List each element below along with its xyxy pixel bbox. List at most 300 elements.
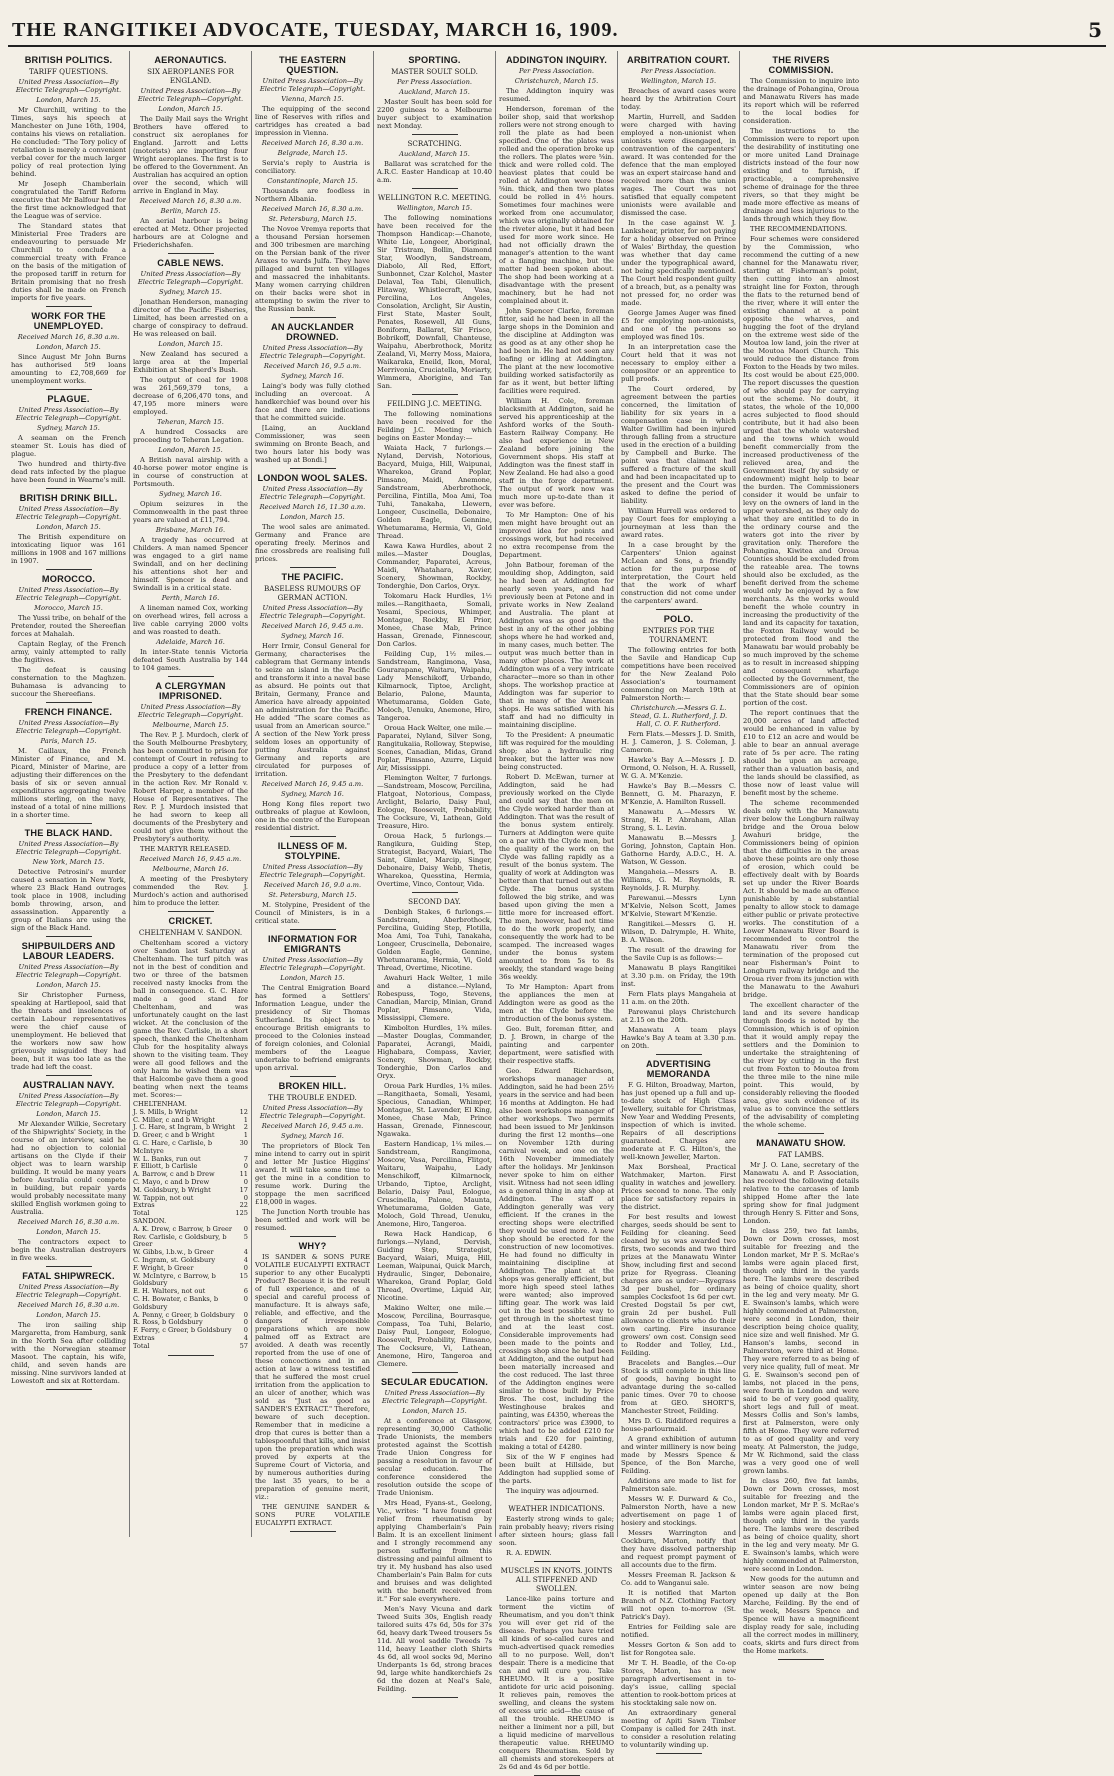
article-paragraph: Hawke's Bay A.—Messrs J. D. Ormond, O. Nelson, H. A. Russell, W. G. A. M'Kenzie. [621, 756, 736, 780]
article-paragraph: John Batbour, foreman of the moulding shop, Addington, said he had been at Addington for nearly seven years, and had previously been at Petone and in private works in New Zealand and Australia. The plant at Addington was as good as the best in any of the other jobbing shops where he had worked and, in many cases, much better. The output was much better than in many other places. The work at Addington was of a very intricate character—more so than in other shops. The workshop practice at Addington was far superior to that in many of the American shops. He was satisfied with his staff and had no difficulty in maintaining discipline. [499, 561, 614, 729]
article-divider [290, 836, 336, 837]
article-paragraph: Fern Flats.—Messrs J. D. Smith, H. J. Cameron, J. S. Coleman, J. Cameron. [621, 730, 736, 754]
article-paragraph: Christchurch.—Messrs G. L. Stead, G. L. Rutherford, J. D. Hall, C. O. F. Rutherford. [629, 704, 728, 728]
score-name: M. Goldsbury, b Wright [133, 1185, 211, 1194]
article-paragraph: Received March 16, 8.30 a.m. [17, 1301, 120, 1309]
article-paragraph: Paris, March 15. [40, 737, 97, 745]
article-paragraph: Kawa Kawa Hurdles, about 2 miles.—Master Douglas, Commander, Paparatei, Acreus, Maidi, Whatahara, Xavier, Scenery, Showman, Rockby, Tonderghie, Don Carlos, Oryx. [377, 542, 492, 590]
article-paragraph: London, March 15. [36, 343, 101, 351]
article-paragraph: United Press Association—By Electric Telegraph—Copyright. [15, 586, 122, 602]
article-paragraph: Wellington, March 15. [640, 77, 717, 85]
article-paragraph: The equipping of the second line of Reserves with rifles and cartridges has created a bad impression in Vienna. [255, 105, 370, 137]
article-paragraph: To Mr Hampton: One of his men might have brought out an improved idea for points and crossings work, but had received no extra recompense from the Department. [499, 511, 614, 559]
article [255, 572, 370, 837]
score-name: F. Wright, b Greer [133, 1263, 194, 1272]
article-divider [778, 1659, 824, 1660]
article-paragraph: Hawke's Bay B.—Messrs C. Bennett, G. M. Pharazyn, F. M'Kenzie, A. Hamilton Russell. [621, 782, 736, 806]
article-divider [412, 1372, 458, 1373]
article-paragraph: Six of the W F engines had been built at Hillside, but Addington had supplied some of the parts. [499, 1453, 614, 1485]
article [11, 493, 126, 570]
article-paragraph: Manawatu B.—Messrs J. Goring, Johnston, Captain Hon. Gathorne Hardy, A.D.C., H. A. Watson, W. Gesson. [621, 834, 736, 866]
article-paragraph: The Commission to inquire into the drainage of Pohangina, Oroua and Manawatu Rivers has made its report which will be referred to the local bodies for consideration. [743, 77, 859, 125]
article-paragraph: United Press Association—By Electric Telegraph—Copyright. [15, 78, 122, 94]
article-paragraph: Perth, March 16. [161, 594, 220, 602]
article-paragraph: Belgrade, March 15. [277, 149, 348, 157]
article-paragraph: To Mr Hampton: Apart from the appliances the men at Addington were as good as the men at the Clyde before the introduction of the bonus system. [499, 983, 614, 1023]
article-divider [534, 1499, 580, 1500]
article-paragraph: The Junction North trouble has been settled and work will be resumed. [255, 1208, 370, 1232]
article-paragraph: Per Press Association. [519, 67, 594, 75]
article-divider [46, 823, 92, 824]
article-headline: BRITISH POLITICS. [24, 55, 113, 65]
article-paragraph: United Press Association—By Electric Telegraph—Copyright. [259, 956, 366, 972]
article [499, 55, 614, 1500]
article-paragraph: Detective Petrosini's murder caused a sensation in New York, where 23 Black Hand outrages took place in 1908, including bomb throwing, arson, and assassination. Apparently a group of Italians are using the sign of the Black Hand. [11, 868, 126, 932]
article-headline: CRICKET. [168, 916, 213, 926]
article-paragraph: United Press Association—By Electric Telegraph—Copyright. [137, 703, 244, 719]
article-headline: ARBITRATION COURT. [627, 55, 730, 65]
article-headline: A CLERGYMAN IMPRISONED. [155, 681, 226, 701]
column-4 [374, 51, 496, 1693]
article-paragraph: The Daily Mail says the Wright Brothers have offered to construct six aeroplanes for England. Jarrott and Letts (motorists) are importing four Wright aeroplanes. The first is to be offered to the Government. An Australian has acquired an option over the second, which will arrive in England in May. [133, 115, 248, 195]
article-paragraph: Servia's reply to Austria is conciliatory. [255, 159, 370, 175]
article-paragraph: Received March 16, 9.45 a.m. [261, 622, 364, 630]
article-paragraph: [Laing, an Auckland Commissioner, was seen swimming on Bronte Beach, and two hours later his body was washed up at Bondi.] [255, 424, 370, 464]
article-paragraph: Received March 16, 8.30 a.m. [17, 333, 120, 341]
article-paragraph: United Press Association—By Electric Telegraph—Copyright. [259, 344, 366, 360]
article-headline: AERONAUTICS. [154, 55, 227, 65]
article-paragraph: Received March 16, 9.5 a.m. [263, 362, 362, 370]
article-paragraph: London, March 15. [280, 513, 345, 521]
article-headline: THE RIVERS COMMISSION. [768, 55, 834, 75]
article-subheading: CHELTENHAM V. SANDON. [138, 928, 243, 937]
article-paragraph: Kimbolton Hurdles, 1¾ miles.—Master Douglas, Commander, Paparatei, Acrangi, Maidi, Highabara, Compass, Xavier, Scenery, Showman, Rockby, Tonderghie, Don Carlos and Oryx. [377, 1024, 492, 1080]
column-7 [740, 51, 862, 1655]
article-paragraph: The output of coal for 1908 was 261,569,379 tons, a decrease of 6,206,470 tons, and 47,195 more miners were employed. [133, 376, 248, 416]
article-paragraph: United Press Association—By Electric Telegraph—Copyright. [15, 719, 122, 735]
score-row [133, 1202, 248, 1210]
article-paragraph: New goods for the autumn and winter season are now being opened up daily at the Bon Marche, Feilding. By the end of the week, Messrs Spence and Spence will have a magnificent display ready for sale, including all the correct modes in millinery, coats, skirts and furs direct from the Home markets. [743, 1575, 859, 1655]
article-paragraph: Adelaide, March 16. [156, 638, 225, 646]
score-row [133, 1140, 248, 1156]
article-headline: CABLE NEWS. [157, 258, 224, 268]
article-paragraph: An extraordinary general meeting of Apiti Sawn Timber Company is called for 24th inst. to consider a resolution relating to voluntarily winding up. [621, 1709, 736, 1749]
score-row [133, 1343, 248, 1351]
article-headline: MANAWATU SHOW. [756, 1138, 846, 1148]
article-paragraph: Easterly strong winds to gale; rain probably heavy; rivers rising after sixteen hours; glass fall soon. [499, 1515, 614, 1547]
article-paragraph: London, March 15. [158, 446, 223, 454]
article-paragraph: Vienna, March 15. [281, 95, 344, 103]
article-headline: POLO. [663, 614, 694, 624]
article-paragraph: A tragedy has occurred at Childers. A man named Spencer was engaged to a girl name Swindall, and on her declining his attentions shot her and himself. Spencer is dead and Swindall is in a critical state. [133, 536, 248, 592]
article-paragraph: Manawatu A team plays Hawke's Bay A team at 3.30 p.m. on 20th. [621, 1026, 736, 1050]
article-paragraph: Robert D. McEwan, turner at Addington, said he had previously worked on the Clyde and could say that the men on the Clyde worked harder than at Addington. That was the result of the bonus system entirely. Turners at Addington were quite on a par with the Clyde men, but the quality of the work on the Clyde was falling rapidly as a result of the bonus system. The quality of work at Addington was better than that turned out at the Clyde. The bonus system followed the big strike, and was based upon giving the men a little more for increased effort. The men, however, had not time to do the work properly, and consequently the work had to be scamped. The increased wages under the bonus system amounted to from 5s to 8s weekly, the standard wage being 36s weekly. [499, 773, 614, 981]
score-name: C. Ingram, st. Goldsbury [133, 1255, 216, 1264]
article-headline: BRITISH DRINK BILL. [19, 493, 118, 503]
article-divider [412, 134, 458, 135]
article-headline: SHIPBUILDERS AND LABOUR LEADERS. [21, 941, 116, 961]
article-paragraph: In class 260, five fat lambs, Down or Down crosses, most suitable for freezing and the London market, Mr P. S. McRae's lambs were again placed first, though only third in the yards here. The lambs were described as being of choice quality, short in the leg and very meaty. Mr G. E. Swainson's lambs, which were highly commended at Palmerston, were second in London. [743, 1477, 859, 1573]
score-value: 0 [243, 1224, 248, 1233]
article-paragraph: Messrs Freeman R. Jackson & Co. add to Wanganui sale. [621, 1571, 736, 1587]
score-value: 2 [243, 1123, 248, 1132]
score-value: 15 [239, 1271, 248, 1280]
article-paragraph: United Press Association—By Electric Telegraph—Copyright. [259, 604, 366, 620]
article-paragraph: United Press Association—By Electric Telegraph—Copyright. [137, 87, 244, 103]
article-headline: WORK FOR THE UNEMPLOYED. [31, 311, 106, 331]
article-headline: SPORTING. [408, 55, 461, 65]
article-paragraph: IS SANDER & SONS PURE VOLATILE EUCALYPTI EXTRACT superior to any other Eucalypti Product? Because it is the result of full experience, and of a special and careful process of manufacture. It is always safe, reliable, and effective, and the dangers of irresponsible preparations which are now palmed off as Extract are avoided. A death was recently reported from the use of one of these concoctions and in an action at law a witness testified that he suffered the most cruel irritation from the application to an ulcer of another, which was sold as "Just as good as SANDER'S EXTRACT." Therefore, beware of such deception. Remember that in medicine a drop that cures is better than a tablespoonful that kills, and insist upon the preparation which was proved by experts at the Supreme Court of Victoria, and by numerous authorities during the last 35 years, to be a preparation of genuine merit, viz.: [255, 1253, 370, 1501]
article-divider [656, 1753, 702, 1754]
article-paragraph: Oroua Hack Welter, one mile.—Paparatei, Nyland, Silver Song, Rangitukaiia, Rolloway, Stepwise, Scenes, Canadian, Midas, Grand Poplar, Pimsano, Azurre, Liquid Air, Mississippi. [377, 724, 492, 772]
article-divider [46, 936, 92, 937]
score-value: 0 [243, 1294, 248, 1303]
article-paragraph: A grand exhibition of autumn and winter millinery is now being made by Messrs Spence & Spence, of the Bon Marche, Feilding. [621, 1435, 736, 1475]
article [11, 574, 126, 703]
article-paragraph: Sydney, March 16. [281, 790, 344, 798]
article-paragraph: Oroua Park Hurdles, 1¾ miles.—Rangithaeta, Somali, Yesami, Specious, Canadian, Whimper, Montague, St. Lavender, El King, Monee, Chase Mab, Prince Hassan, Grenade, Finnescour, Ngawaka. [377, 1082, 492, 1138]
article-paragraph: The British expenditure on intoxicating liquor was 161 millions in 1908 and 167 millions in 1907. [11, 533, 126, 565]
article [11, 941, 126, 1076]
article-subheading: WELLINGTON R.C. MEETING. [377, 193, 492, 202]
article-divider [46, 1266, 92, 1267]
score-row [133, 1335, 248, 1343]
article-paragraph: Manawatu A.—Messrs W. Strang, H. P. Abraham, Allan Strang, S. L. Levin. [621, 808, 736, 832]
article-divider [46, 702, 92, 703]
article-paragraph: William Hurrell was ordered to pay Court fees for employing a journeyman at less than the award rates. [621, 507, 736, 539]
article-paragraph: United Press Association—By Electric Telegraph—Copyright. [259, 77, 366, 93]
article-paragraph: The instructions to the Commission were to report upon the desirability of instituting one or more united Land Drainage districts instead of the four now existing and to furnish, if practicable, a comprehensive scheme of drainage for the three rivers, so that they might be made more effective as means of drainage and less injurious to the lands through which they flow. [743, 127, 859, 223]
article [621, 614, 736, 1055]
article [11, 55, 126, 307]
article-paragraph: At a conference at Glasgow, representing 30,000 Catholic Trade Unionists, the members protested against the Scottish Trade Union Congress for passing a resolution in favour of secular education. The conference considered the resolution outside the scope of Trade Unionism. [377, 1417, 492, 1497]
score-value: 0 [243, 1326, 248, 1335]
score-name: Rev. Carlisle, c Goldsbury, b Greer [133, 1232, 227, 1249]
score-value: 0 [243, 1263, 248, 1272]
article-divider [412, 188, 458, 189]
article-paragraph: The proprietors of Block Ten mine intend to carry out in spirit and letter Mr Justice Higgins' award. It will take some time to get the mine in a condition to resume work. During the stoppage the men sacrificed £18,000 in wages. [255, 1142, 370, 1206]
article-paragraph: R. A. EDWIN. [506, 1549, 552, 1557]
article-subheading: THE TROUBLE ENDED. [268, 1093, 357, 1102]
article-paragraph: Received March 16, 9.0 a.m. [263, 881, 362, 889]
article-paragraph: The Rev. P. J. Murdoch, clerk of the South Melbourne Presbytery, has been committed to prison for contempt of Court in refusing to produce a copy of a letter from the Presbytery to the defendant in the action Rev. Mr Ronald v. Robert Harper, a member of the House of Representatives. The Rev. P. J. Murdoch insisted that he had sworn to keep all documents of the Presbytery and could not give them without the Presbytery's authority. [133, 731, 248, 843]
article-divider [412, 394, 458, 395]
article [499, 1566, 614, 1776]
article [11, 394, 126, 489]
article-paragraph: Ballarat was scratched for the A.R.C. Easter Handicap at 10.40 a.m. [377, 160, 492, 184]
article-subheading: ENTRIES FOR THE TOURNAMENT. [642, 626, 715, 644]
article-paragraph: Entries for Feilding sale are notified. [621, 1623, 736, 1639]
score-value: 11 [239, 1170, 248, 1179]
article-paragraph: The inquiry was adjourned. [506, 1487, 599, 1495]
article-divider [412, 1697, 458, 1698]
score-row [133, 1234, 248, 1250]
score-name: W. L. Banks, run out [133, 1154, 201, 1163]
article-divider [46, 569, 92, 570]
article-paragraph: F. G. Hilton, Broadway, Marton, has just opened up a full and up-to-date stock of High Class Jewellery, suitable for Christmas, New Year and Wedding Presents, inspection of which is invited. Repairs of all descriptions guaranteed. Charges are moderate at F. G. Hilton's, the well-known Jeweller, Marton. [621, 1081, 736, 1161]
article-divider [46, 488, 92, 489]
article-paragraph: Bracelets and Bangles.—Our Stock is still complete in this line of goods, having bought to advantage during the so-called panic times. Over 70 to choose from at GEO. SHORT'S, Manchester Street, Feilding. [621, 1359, 736, 1415]
article-paragraph: United Press Association—By Electric Telegraph—Copyright. [381, 1389, 488, 1405]
article-paragraph: Rewa Hack Handicap, 6 furlongs.—Nyland, Dervish, Guiding Step, Strategist, Bacyard, Waiari, Muiga, Hill, Leeman, Waipunai, Quick March, Hydraulic, Singer, Debonaire, Wharekoa, Grand Poplar, Gold Thread, Overtime, Liquid Air, Nicotine. [377, 1230, 492, 1302]
article-paragraph: Per Press Association. [397, 78, 472, 86]
article-subheading: SIX AEROPLANES FOR ENGLAND. [147, 67, 234, 85]
article-paragraph: The Addington inquiry was resumed. [499, 87, 614, 103]
score-value: 22 [239, 1201, 248, 1210]
article-paragraph: Received March 16, 9.45 a.m. [261, 1122, 364, 1130]
article [621, 55, 736, 610]
article-paragraph: United Press Association—By Electric Telegraph—Copyright. [15, 505, 122, 521]
article-subheading: FEILDING J.C. MEETING. [387, 399, 482, 408]
article [499, 1504, 614, 1562]
article-paragraph: Received March 16, 8.30 a.m. [17, 1218, 120, 1226]
article-paragraph: In a case brought by the Carpenters' Union against McLean and Sons, a friendly action for the purpose of interpretation, the Court held that the work of wharf construction did not come under the carpenters' award. [621, 541, 736, 605]
score-value: 12 [239, 1107, 248, 1116]
article-paragraph: Wellington, March 15. [396, 204, 473, 212]
article-headline: FRENCH FINANCE. [24, 707, 113, 717]
article-paragraph: London, March 15. [36, 981, 101, 989]
article-paragraph: The following nominations have been received for the Feilding J.C. Meeting which begins on Easter Monday:— [377, 410, 492, 442]
article-paragraph: Jonathan Henderson, managing director of the Pacific Fisheries, Limited, has been arrested on a charge of conspiracy to defraud. He was released on bail. [133, 298, 248, 338]
score-name: Extras [133, 1201, 155, 1210]
article-paragraph: A hundred Cossacks are proceeding to Teheran Legation. [133, 428, 248, 444]
article-divider [168, 911, 214, 912]
article-headline: SECULAR EDUCATION. [380, 1377, 489, 1387]
article [11, 828, 126, 937]
article-paragraph: Received March 16, 8.30 a.m. [139, 197, 242, 205]
article-paragraph: Geo. Edward Richardson, workshops manager at Addington, said he had been 25½ years in the service and had been 16 months at Addington. He had also been workshops manager of other workshops. Two permits had been issued to Mr Jenkinson during the first 12 months—one on November 12th during carnival week, and one on the 16th November immediately after the holidays. Mr Jenkinson never spoke to him on either visit. Witness had not seen idling as a general thing in any shop at Addington. The staff at Addington generally was very efficient. If the cranes in the erecting shops were electrified they would be used more. A new shop should be erected for the construction of new locomotives. He had found no difficulty in maintaining discipline at Addington. The plant at the shops was generally efficient, but more high speed steel lathes were wanted; also improved lifting gear. The work was laid out in the best possible way to get through in the shortest time and at the least cost. Considerable improvements had been made to the points and crossings shop since he had been at Addington, and the output had been materially increased and the cost reduced. The last three of the Addington engines were similar to those built by Price Bros. The cost, including the Westinghouse brakes and painting, was £4350, whereas the contractors' price was £3900, to which had to be added £210 for trials and £20 for painting, making a total of £4280. [499, 1067, 614, 1451]
article-paragraph: THE GENUINE SANDER & SONS PURE VOLATILE EUCALYPTI EXTRACT. [255, 1503, 370, 1527]
article-paragraph: A lineman named Cox, working on overhead wires, fell across a live cable carrying 2000 volts and was roasted to death. [133, 604, 248, 636]
score-name: W. McIntyre, c Barrow, b Goldsbury [133, 1271, 216, 1288]
article-paragraph: Denbigh Stakes, 6 furlongs.—Sandstream, Aberbrothock, Percilina, Guiding Step, Flotilla, Moa Ami, Toa Tuhi, Tanakaha, Longeer, Cruscinella, Debonaire, Golden Eagle, Gennine, Whetumarama, Hermia, Vi, Gold Thread, Overtime, Nicotine. [377, 908, 492, 972]
article-paragraph: Messrs Gorton & Son add to list for Rongotea sale. [621, 1641, 736, 1657]
article-paragraph: Additions are made to list for Palmerston sale. [621, 1477, 736, 1493]
article-paragraph: The defeat is causing consternation to the Maghzen. Buhamasa is advancing to succour the Shereefians. [11, 666, 126, 698]
article-headline: MOROCCO. [41, 574, 96, 584]
article-paragraph: Eastern Handicap, 1¼ miles.—Sandstream, Rangimona, Moscow, Vasa, Percilina, Flitgot, Waitaru, Waipahu, Lady Menschikoff, Kilmarnock, Urbando, Tiptoe, Arclight, Belario, Daisy Paul, Eologue, Cruscinella, Palone, Maunta, Whetumarama, Golden Gate, Moloch, Gold Thread, Uenuku, Anemone, Hiro, Tangeroa. [377, 1140, 492, 1228]
article-paragraph: Captain Reglay, of the French army, vainly attempted to rally the fugitives. [11, 640, 126, 664]
article-paragraph: An aerial harbour is being erected at Metz. Other projected harbours are at Cologne and Friederichshafen. [133, 217, 248, 249]
article-paragraph: Received March 16, 11.30 a.m. [259, 503, 366, 511]
score-value: 6 [243, 1287, 248, 1296]
score-name: C. Mayo, c and b Drew [133, 1177, 210, 1186]
article-paragraph: Mrs Head, Fyans-st., Geelong, Vic., writes: "I have found great relief from rheumatism by applying Chamberlain's Pain Balm. It is an excellent liniment and I strongly recommend any person suffering from this distressing and painful ailment to try it. My husband has also used Chamberlain's Pain Balm for cuts and bruises and was delighted with the benefit received from it." For sale everywhere. [377, 1499, 492, 1603]
article-paragraph: United Press Association—By Electric Telegraph—Copyright. [259, 485, 366, 501]
score-name: D. Greer, c and b Wright [133, 1131, 215, 1140]
article-paragraph: Makino Welter, one mile.—Moscow, Percilina, Bourrasque, Compass, Toa Tuhi, Belario, Daisy Paul, Longeer, Eologue, Roosevelt, Probability, Pimsano, The Cocksure, Vi, Lathean, Anemone, Hiro, Tangeroa and Clemere. [377, 1304, 492, 1368]
article-headline: ILLNESS OF M. STOLYPINE. [277, 841, 348, 861]
article-paragraph: Oroua Hack, 5 furlongs.—Rangikura, Guiding Step, Strategist, Bacyard, Waiari, The Saint, Gimlet, Marcip, Singer, Debonaire, Daisy Webb, Thetis, Wharekoa, Quesstina, Hermia, Overtime, Vinco, Contour, Vida. [377, 832, 492, 888]
newspaper-page [8, 8, 1106, 1771]
article-paragraph: A seaman on the French steamer St. Louis has died of plague. [11, 434, 126, 458]
article-headline: THE BLACK HAND. [24, 828, 113, 838]
score-value: 5 [243, 1232, 248, 1241]
score-value: 0 [243, 1162, 248, 1171]
article-paragraph: The report continues that the 20,000 acres of land affected would be enhanced in value by £10 to £12 an acre and would be able to bear an annual average rate of 5s per acre. The rating should be upon an acreage, rather than a valuation basis, and the lands should be classified, as those now of least value will benefit most by the scheme. [743, 709, 859, 797]
article-paragraph: In an interpretation case the Court held that it was not necessary to employ either a compositor or an apprentice to pull proofs. [621, 343, 736, 383]
article-paragraph: Waiata Hack, 7 furlongs.—Nyland, Dervish, Notorious, Bacyard, Muiga, Hill, Waipunai, Wharekoa, Grand Poplar, Pimsano, Maidi, Anemone, Sandstream, Aberbrothock, Percilina, Fintilla, Moa Ami, Toa Tuhi, Tanakaha, Llewern, Longeer, Cuscinella, Debonaire, Golden Eagle, Gennine, Whetumarama, Hermia, Vi, Gold Thread. [377, 444, 492, 540]
article-paragraph: United Press Association—By Electric Telegraph—Copyright. [15, 840, 122, 856]
article-paragraph: Martin, Hurrell, and Sadden were charged with having employed a non-unionist when unionists were disengaged, in contravention of the carpenters' award. It was contended for the defence that the man employed was an expert staircase hand and received more than the union wages. The Court was not satisfied that equally competent unionists were available and dismissed the case. [621, 113, 736, 217]
article-paragraph: The contractors expect to begin the Australian destroyers in five weeks. [11, 1238, 126, 1262]
article-paragraph: London, March 15. [158, 340, 223, 348]
article-paragraph: Sydney, March 16. [159, 490, 222, 498]
article-paragraph: Parewanui.—Messrs Lynn M'Kelvie, Nelson Scott, James M'Kelvie, Stewart M'Kenzie. [621, 894, 736, 918]
article-divider [778, 1133, 824, 1134]
article-paragraph: St. Petersburg, March 15. [268, 215, 357, 223]
article [255, 934, 370, 1077]
article-paragraph: The Court ordered, by agreement between the parties concerned, the limitation of liability for six years in a compensation case in which Walter Gwillim had been injured through falling from a structure used in the erection of a building by Campbell and Burke. The point was that claimant had suffered a fracture of the skull and had been incapacitated up to the present and the Court was asked to define the period of liability. [621, 385, 736, 505]
article-paragraph: John Spencer Clarke, foreman fitter, said he had been in all the large shops in the Dominion and the discipline at Addington was as good as at any other shop he had been in. He had not seen any loafing or idling at Addington. The plant at the new locomotive building worked satisfactorily as far as it went, but better lifting facilities were required. [499, 307, 614, 395]
article-divider [656, 609, 702, 610]
article [743, 55, 859, 1134]
article-paragraph: Thousands are foodless in Northern Albania. [255, 187, 370, 203]
article-paragraph: London, March 15. [36, 1228, 101, 1236]
article-headline: THE EASTERN QUESTION. [278, 55, 347, 75]
score-name: G. C. Hare, c Carlisle, b McIntyre [133, 1138, 213, 1155]
article-paragraph: Rangitikei.—Messrs G. H. Wilson, D. Dalrymple, H. White, B. A. Wilson. [621, 920, 736, 944]
article-paragraph: Manawatu B plays Rangitikei at 3.30 p.m. on Friday, the 19th inst. [621, 964, 736, 988]
article-paragraph: A meeting of the Presbytery commended the Rev. J. Murdoch's action and authorised him to produce the letter. [133, 875, 248, 907]
article-paragraph: Melbourne, March 15. [152, 721, 229, 729]
article-divider [534, 1561, 580, 1562]
column-container [8, 51, 1106, 1771]
article-paragraph: In inter-State tennis Victoria defeated South Australia by 144 to 104 games. [133, 648, 248, 672]
article-paragraph: Mangaheia.—Messrs A. B. Williams, G. M. Reynolds, R. Reynolds, J. R. Murphy. [621, 868, 736, 892]
article-paragraph: United Press Association—By Electric Telegraph—Copyright. [15, 1283, 122, 1299]
column-5 [496, 51, 618, 1771]
article-paragraph: London, March 15. [402, 1407, 467, 1415]
article-paragraph: Mr Alexander Wilkie, Secretary of the Shipwrights' Society, in the course of an interview, said he had no objection to colonial artisans on the Clyde if their object was to learn warship building. It would be many years before Australia could compete in building, but repair yards would probably necessitate many skilled English workmen going to Australia. [11, 1120, 126, 1216]
article-paragraph: Henderson, foreman of the boiler shop, said that workshop rollers were not strong enough to roll the plate as had been specified. One of the plates was rolled and the operation broke up the rollers. The plates were ⅝in. thick and were rolled cold. The heaviest plates that could be rolled at Addington were those ⅝in. thick, and then two plates could be rolled in 4½ hours. Sometimes four machines were worked from one accumulator, which was originally obtained for the riveter alone, but it had been used for more work since. He had not officially drawn the manager's attention to the want of a flanging machine, but the matter had been spoken about. The shop had been working at a disadvantage with the present machinery, but he had not complained about it. [499, 105, 614, 305]
article-paragraph: United Press Association—By Electric Telegraph—Copyright. [15, 1092, 122, 1108]
article-paragraph: Constantinople, March 15. [267, 177, 358, 185]
article-subheading: TARIFF QUESTIONS. [29, 67, 108, 76]
article-divider [290, 1076, 336, 1077]
article-paragraph: Sydney, March 15. [37, 424, 100, 432]
article [743, 1138, 859, 1660]
score-value: 0 [243, 1318, 248, 1327]
article-paragraph: Awahuri Hack Welter, 1 mile and a distance.—Nyland, Robespuss, Togo, Stevens, Canadian, Marcip, Minian, Grand Poplar, Pimsano, Vida, Mississippi, Clemere. [377, 974, 492, 1022]
article-paragraph: A British naval airship with a 40-horse power motor engine is in course of construction at Portsmouth. [133, 456, 248, 488]
score-name: R. Ross, b Goldsbury [133, 1318, 203, 1327]
article-paragraph: Parewanui plays Christchurch at 2.15 on the 20th. [621, 1008, 736, 1024]
article-paragraph: Feilding Cup, 1½ miles.—Sandstream, Rangimona, Vasa, Gourarapane, Waitaru, Waipahu, Lady Menschikoff, Urbando, Kilmarnock, Tiptoe, Arclight, Belario, Palone, Maunta, Whetumarama, Golden Gate, Moloch, Uenuku, Anemone, Hiro, Tangeroa. [377, 650, 492, 722]
score-name: F. Ferry, c Greer, b Goldsbury [133, 1326, 232, 1335]
score-name: F. Elliott, b Carlisle [133, 1162, 198, 1171]
article-paragraph: The Novoe Vremya reports that a thousand Persian horsemen and 300 tribesmen are marching on the Persian bank of the river Araxes to wards Julfa. They have pillaged and burnt ten villages and massacred the inhabitants. Many women carrying children on their backs were shot in attempting to swim the river to the Russian bank. [255, 225, 370, 313]
score-name: W. Gibbs, l.b.w., b Greer [133, 1248, 214, 1257]
article-paragraph: Received March 16, 9.45 a.m. [139, 855, 242, 863]
score-name: A. Penny, c Greer, b Goldsbury [133, 1310, 235, 1319]
article-divider [290, 1531, 336, 1532]
article-paragraph: Morocco, March 15. [34, 604, 103, 612]
article-paragraph: Christchurch, March 15. [514, 77, 599, 85]
article-paragraph: Mr J. O. Lane, secretary of the Manawatu A. and P. Association, has received the following details relative to the carcases of lamb shipped Home after the late spring show for final judgment through Henry S. Fitter and Sons, London. [743, 1161, 859, 1225]
article-paragraph: St. Petersburg, March 15. [268, 891, 357, 899]
score-row [133, 1273, 248, 1289]
article-subheading: MASTER SOULT SOLD. [391, 67, 478, 76]
article [377, 399, 492, 893]
article-paragraph: Berlin, March 15. [160, 207, 221, 215]
score-value: 4 [243, 1248, 248, 1257]
article-paragraph: Messrs W. F. Durward & Co., Palmerston North, have a new advertisement on page 1 of hosiery and stockings. [621, 1495, 736, 1527]
article-paragraph: Cheltenham scored a victory over Sandon last Saturday at Cheltenham. The turf pitch was not in the best of condition and two or three of the batsmen received nasty knocks from the ball in consequence. G. C. Hare made a good stand for Cheltenham, and was unfortunately caught on the last wicket. At the conclusion of the game the Rev. Carlisle, in a short speech, thanked the Cheltenham Club for the hospitality always shown to the visiting team. They were all good fellows and the only harm he wished them was that Halcombe gave them a good beating when next the teams met. Scores:— [133, 939, 248, 1099]
article-paragraph: In the case against W. J. Lankshear, printer, for not paying for a holiday observed on Prince of Wales' Birthday, the question was whether that day came under the typographical award, not being specifically mentioned. The Court held respondent guilty of a breach, but, as a penalty was not pressed for, no order was made. [621, 219, 736, 307]
score-name: A. Barrow, c and b Drew [133, 1170, 215, 1179]
article-subheading: SECOND DAY. [408, 897, 461, 906]
article-paragraph: Mr T. H. Beadle, of the Co-op Stores, Marton, has a new paragraph advertisement in to-day's issue, calling special attention to rook-bottom prices at his stocktaking sale now on. [621, 1659, 736, 1707]
article-headline: LONDON WOOL SALES. [257, 473, 368, 483]
masthead [8, 8, 1106, 47]
article [377, 1377, 492, 1698]
article-paragraph: London, March 15. [36, 96, 101, 104]
article [133, 681, 248, 912]
article-paragraph: Mr Joseph Chamberlain congratulated the Tariff Reform executive that Mr Balfour had for the first time acknowledged that the League was of service. [11, 180, 126, 220]
article-headline: THE PACIFIC. [281, 572, 344, 582]
article [11, 707, 126, 824]
article-paragraph: For best results and lowest charges, seeds should be sent to Feilding for cleaning. Seed cleaned by us was awarded two firsts, two seconds and two third prizes at the Manawatu Winter Show, including first and second prize for Ryegrass. Cleaning charges are as under:—Ryegrass 3d per bushel, for ordinary samples Cocksfoot 1s 6d per cwt. Crested Dogstail 5s per cwt, grain 2d per bushel. Full allowance to clients who do their own carting. Fire insurance growers' own cost. Consign seed to Rodder and Tolley, Ltd., Feilding. [621, 1213, 736, 1357]
newspaper-title: THE RANGITIKEI ADVOCATE, TUESDAY, MARCH 16, 1909. [12, 19, 619, 41]
article-paragraph: Per Press Association. [641, 67, 716, 75]
article-paragraph: Brisbane, March 16. [155, 526, 226, 534]
article [377, 55, 492, 135]
article-paragraph: Two hundred and thirty-five dead rats infected by the plague have been found in Wearne's mill. [11, 460, 126, 484]
article-paragraph: London, March 15. [36, 523, 101, 531]
article-paragraph: The result of the drawing for the Savile Cup is as follows:— [621, 946, 736, 962]
article-paragraph: Men's Navy Vicuna and dark Tweed Suits 30s, English ready tailored suits 47s 6d, 50s for 37s 6d, heavy dark Tweed trousers 5s 11d. All wool saddle Tweeds 7s 11d, heavy Leather cloth Shirts 4s 6d, all wool socks 9d, Merino Underpants 1s 6d, strong braces 9d, large white handkerchiefs 2s 6d the dozen at Neal's Sale, Feilding. [377, 1605, 492, 1693]
article-paragraph: United Press Association—By Electric Telegraph—Copyright. [137, 270, 244, 286]
article [377, 193, 492, 395]
article-paragraph: M. Caillaux, the French Minister of Finance, and M. Picard, Minister of Marine, are adjusting their differences on the basis of six or seven annual expenditures aggregating twelve millions sterling, on the navy, instead of a total of nine millions in a shorter time. [11, 747, 126, 819]
score-name: J. S. Mills, b Wright [133, 1107, 198, 1116]
score-name: A. K. Drew, c Barrow, b Greer [133, 1224, 233, 1233]
article-paragraph: Mr Churchill, writing to the Times, says his speech at Manchester on June 16th, 1904, contains his views on retaliation. He concluded: "The Tory policy of retaliation is merely a convenient verbal cover for the much larger policy of real protection lying behind. [11, 106, 126, 178]
score-name: SANDON. [133, 1216, 167, 1225]
score-name: J. C. Hare, st Ingram, b Wright [133, 1123, 236, 1132]
article-paragraph: Sydney, March 16. [281, 632, 344, 640]
article-paragraph: The scheme recommended deals only with the Manawatu river below the Longburn railway bridge and the Oroua below Awahuri bridge, the Commissioners being of opinion that the difficulties in the areas above these points are only those of erosion, which could be effectively dealt with by Boards set up under the River Boards Act. It should be made an offence punishable by a substantial penalty to allow stock to damage either public or private protective works. The constitution of a Lower Manawatu River Board is recommended to control the Manawatu river from the termination of the proposed cut near Fisherman's Point to Longburn railway bridge and the Oroua river from its junction with the Manawatu to the Awahuri bridge. [743, 799, 859, 999]
article [133, 55, 248, 254]
score-value: 7 [243, 1154, 248, 1163]
article [377, 139, 492, 189]
article [255, 322, 370, 469]
article-paragraph: London, March 15. [36, 1311, 101, 1319]
score-name: E. H. Walters, not out [133, 1287, 206, 1296]
article-subheading: MUSCLES IN KNOTS. JOINTS ALL STIFFENED AND SWOLLEN. [500, 1566, 613, 1593]
article-paragraph: William H. Cole, foreman blacksmith at Addington, said he served his apprenticeship at the Ashford works of the South-Eastern Railway Company. He also had experience in New Zealand before joining the Government shops. His staff at Addington was the finest staff in New Zealand. He had also a good staff in the forge department. The output of work now was much more up-to-date than it ever was before. [499, 397, 614, 509]
score-value: 0 [243, 1310, 248, 1319]
article-paragraph: Received March 16, 8.30 a.m. [261, 205, 364, 213]
article [11, 1080, 126, 1267]
score-value: 0 [243, 1193, 248, 1202]
article-divider [46, 1075, 92, 1076]
article-paragraph: Auckland, March 15. [399, 88, 470, 96]
column-3 [252, 51, 374, 1537]
score-name: CHELTENHAM. [133, 1100, 187, 1108]
article-paragraph: United Press Association—By Electric Telegraph—Copyright. [15, 963, 122, 979]
article-paragraph: The following entries for both the Savile and Handicap Cup competitions have been received for the New Zealand Polo Association's tournament commencing on March 19th at Palmerston North:— [621, 646, 736, 702]
article-paragraph: Geo. Bult, foreman fitter, and D. J. Brown, in charge of the painting and carpenter department, were satisfied with their respective staffs. [499, 1025, 614, 1065]
article-paragraph: The Standard states that Ministerial Free Traders are endeavouring to persuade Mr Churchill to conclude a commercial treaty with France on the basis of the mitigation of the proposed tariff in return for Britain promising that no fresh duties shall be made on French imports for five years. [11, 222, 126, 302]
article-divider [46, 306, 92, 307]
article-paragraph: Laing's body was fully clothed including an overcoat. A handkerchief was bound over his face and there are indications that he committed suicide. [255, 382, 370, 422]
article-paragraph: Sydney, March 15. [159, 288, 222, 296]
score-name: C. H. Bowater, c Banks, b Goldsbury [133, 1294, 219, 1311]
article-paragraph: Melbourne, March 16. [152, 865, 229, 873]
article-paragraph: The excellent character of the land and its severe handicap through floods is noted by the Commission, which is of opinion that it would amply repay the settlers and the Dominion to undertake the straightening of the river by cutting in the first cut from Foxton to Moutoa from the three mile to the nine mile point. This would, by considerably relieving the flooded area, give such evidence of its value as to convince the settlers of the advisability of completing the whole scheme. [743, 1001, 859, 1129]
